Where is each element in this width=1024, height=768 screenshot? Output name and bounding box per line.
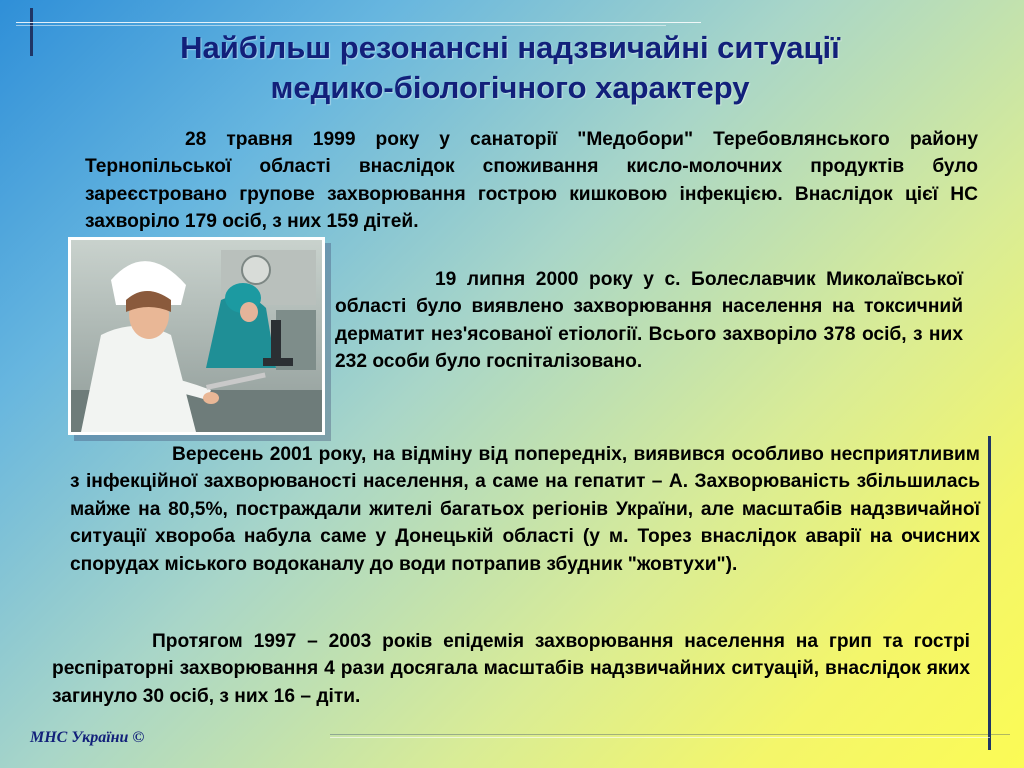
paragraph-2000-boleslavchyk: 19 липня 2000 року у с. Болеславчик Миколаївської області було виявлено захворювання населення на токсичний дерматит нез'ясованої етіології. Всього захворіло 378 осіб, з них 232 особи було госпіталізовано. — [335, 269, 963, 373]
top-left-vertical-line — [30, 8, 33, 56]
paragraph-2001-hepatitis: Вересень 2001 року, на відміну від попередніх, виявився особливо несприятливим з інфекційної захворюваності населення, а саме на гепатит – А. Захворюваність збільшилась майже на 80,5%, постраждали жителі багатьох регіонів України, але масштабів надзвичайної ситуації хвороба набула саме у Донецькій області (у м. Торез внаслідок аварії на очисних спорудах міського водоканалу до води потрапив збудник "жовтухи"). — [70, 444, 980, 575]
top-horizontal-line-2 — [16, 25, 666, 26]
paragraph-1999-medobory: 28 травня 1999 року у санаторії "Медобори" Теребовлянського району Тернопільської області внаслідок споживання кисло-молочних продуктів було зареєстровано групове захворювання гострою кишковою інфекцією. Внаслідок цієї НС захворіло 179 осіб, з них 159 дітей. — [85, 129, 978, 233]
right-vertical-line — [988, 436, 991, 750]
top-horizontal-line — [16, 22, 701, 23]
bottom-horizontal-line — [330, 734, 1010, 735]
title-line-2: медико-біологічного характеру — [270, 70, 750, 105]
title-line-1: Найбільш резонансні надзвичайні ситуації — [180, 30, 840, 65]
slide-title — [120, 28, 900, 108]
lab-scene-illustration — [71, 240, 322, 432]
bottom-horizontal-line-2 — [330, 737, 990, 738]
footer-copyright: МНС України © — [30, 729, 145, 746]
medical-laboratory-photo — [68, 237, 325, 435]
paragraph-1997-2003-influenza: Протягом 1997 – 2003 років епідемія захворювання населення на грип та гострі респіраторні захворювання 4 рази досягала масштабів надзвичайних ситуацій, внаслідок яких загинуло 30 осіб, з них 16 – діти. — [52, 631, 970, 707]
